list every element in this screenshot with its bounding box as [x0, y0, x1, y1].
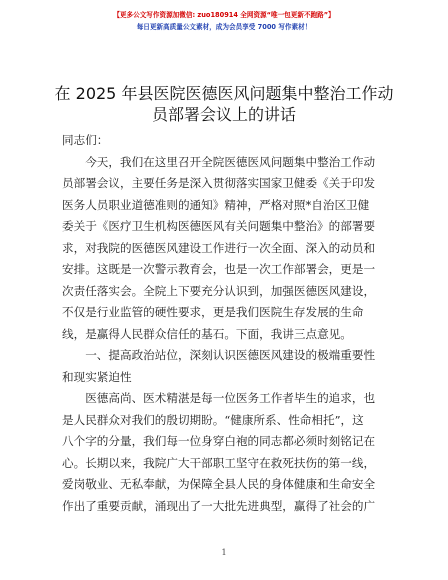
- paragraph-line: 今天，我们在这里召开全院医德医风问题集中整治工作动: [85, 154, 376, 169]
- paragraph-line: 不仅是行业监管的硬性要求，更是我们医院生存发展的生命: [62, 305, 364, 319]
- document-body: [62, 130, 392, 517]
- paragraph-line: 线，是赢得人民群众信任的基石。下面，我讲三点意见。: [62, 326, 352, 341]
- paragraph-line: 作出了重要贡献，涌现出了一大批先进典型，赢得了社会的广: [62, 498, 376, 513]
- paragraph-opening: [62, 152, 392, 346]
- paragraph-line: 委关于《医疗卫生机构医德医风有关问题集中整治》的部署要: [62, 219, 376, 233]
- promo-banner-line-1: 【更多公文写作资源加微信: zuo180914 全网资源“唯一包更新不跑路”】: [113, 11, 335, 19]
- paragraph-line: 员部署会议，主要任务是深入贯彻落实国家卫健委《关于印发: [62, 176, 376, 190]
- paragraph-line: 心。长期以来，我院广大干部职工坚守在救死扶伤的第一线，: [62, 455, 376, 470]
- paragraph-section-1: [62, 388, 392, 517]
- paragraph-line: 八个字的分量，我们每一位身穿白袍的同志都必须时刻铭记在: [62, 434, 376, 448]
- paragraph-line: 医务人员职业道德准则的通知》精神，严格对照*自治区卫健: [62, 197, 370, 212]
- promo-banner-line-2: 每日更新高质量公文素材，成为会员享受 7000 写作素材！: [136, 23, 312, 31]
- section-heading-1: [62, 345, 392, 388]
- page-number: 1: [221, 548, 227, 557]
- document-title-line-1: 在 2025 年县医院医德医风问题集中整治工作动: [54, 84, 394, 103]
- document-title-line-2: 员部署会议上的讲话: [151, 105, 296, 124]
- promo-banner: [0, 9, 448, 33]
- paragraph-line: 爱岗敬业、无私奉献，为保障全县人民的身体健康和生命安全: [62, 477, 376, 491]
- section-heading-line: 和现实紧迫性: [62, 369, 132, 384]
- paragraph-line: 次责任落实会。全院上下要充分认识到，加强医德医风建设，: [62, 283, 376, 298]
- paragraph-line: 求，对我院的医德医风建设工作进行一次全面、深入的动员和: [62, 240, 376, 255]
- document-title: [40, 83, 408, 125]
- section-heading-line: 一、提高政治站位，深刻认识医德医风建设的极端重要性: [85, 348, 376, 362]
- paragraph-line: 医德高尚、医术精湛是每一位医务工作者毕生的追求，也: [85, 391, 376, 405]
- paragraph-line: 安排。这既是一次警示教育会，也是一次工作部署会，更是一: [62, 262, 376, 276]
- paragraph-line: 是人民群众对我们的殷切期盼。“健康所系、性命相托”，这: [62, 412, 364, 427]
- salutation: 同志们：: [62, 133, 109, 147]
